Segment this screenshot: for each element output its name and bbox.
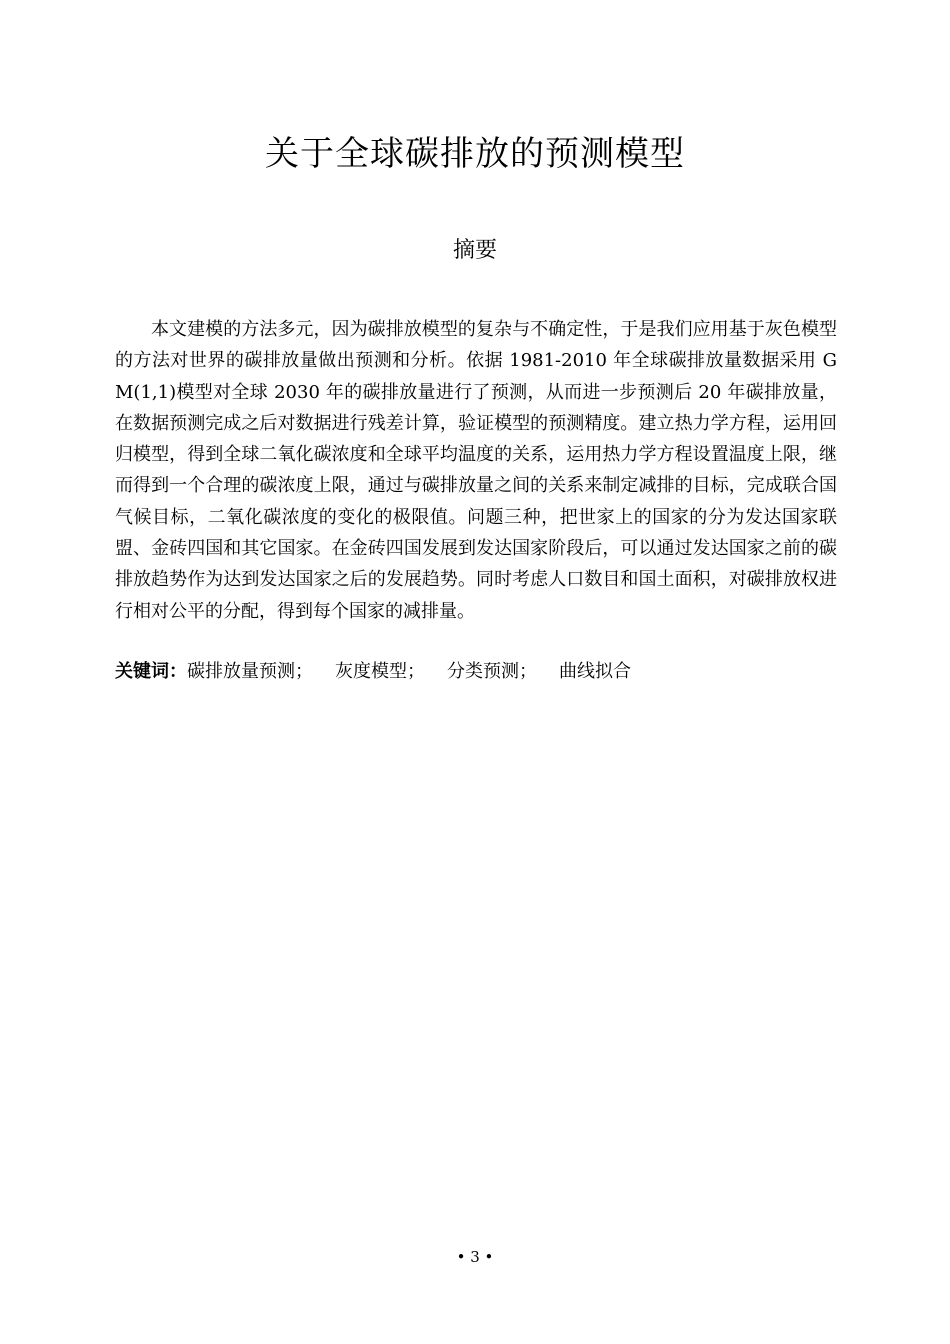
keyword-item: 碳排放量预测；: [187, 661, 313, 682]
keywords-label: 关键词：: [115, 661, 187, 682]
paper-title: 关于全球碳排放的预测模型: [265, 134, 685, 174]
keyword-item: 曲线拟合: [559, 661, 631, 682]
abstract-heading: 摘要: [452, 238, 497, 263]
keywords-line: [115, 657, 837, 687]
keyword-item: 灰度模型；: [335, 661, 425, 682]
keyword-item: 分类预测；: [447, 661, 537, 682]
abstract-paragraph: 本文建模的方法多元，因为碳排放模型的复杂与不确定性，于是我们应用基于灰色模型的方法对世界的碳排放量做出预测和分析。依据 1981-2010 年全球碳排放量数据采用 GM(1,1)模型对全球 2030 年的碳排放量进行了预测，从而进一步预测后 20 年碳排放量，在数据预测完成之后对数据进行残差计算，验证模型的预测精度。建立热力学方程，运用回归模型，得到全球二氧化碳浓度和全球平均温度的关系，运用热力学方程设置温度上限，继而得到一个合理的碳浓度上限，通过与碳排放量之间的关系来制定减排的目标，完成联合国气候目标，二氧化碳浓度的变化的极限值。问题三种，把世家上的国家的分为发达国家联盟、金砖四国和其它国家。在金砖四国发展到发达国家阶段后，可以通过发达国家之前的碳排放趋势作为达到发达国家之后的发展趋势。同时考虑人口数目和国土面积，对碳排放权进行相对公平的分配，得到每个国家的减排量。: [115, 319, 837, 622]
page-number: • 3 •: [456, 1248, 494, 1266]
